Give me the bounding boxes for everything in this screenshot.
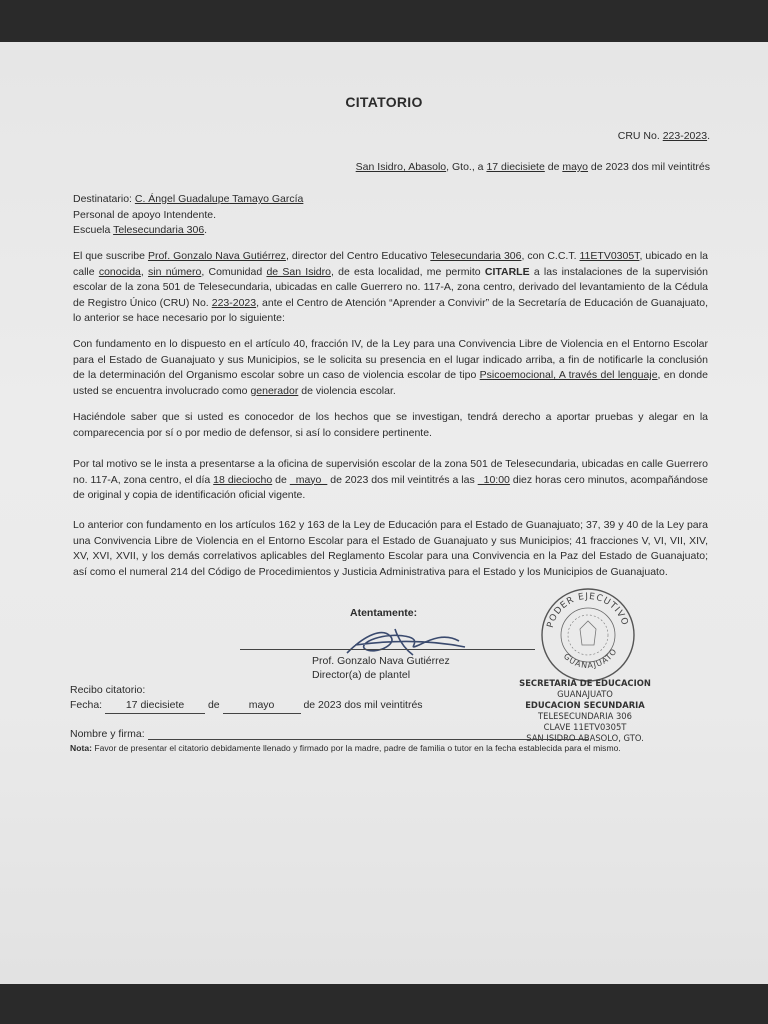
receipt-label: Recibo citatorio: xyxy=(70,684,146,696)
p4-text: de 2023 dos mil veintitrés a las xyxy=(327,473,478,486)
recipient-school-label: Escuela xyxy=(73,224,114,236)
recipient-line xyxy=(73,192,303,208)
p4-text: Por tal motivo se le insta a presentarse a la oficina de supervisión escolar de la zona 501 de Telesecundaria, ubicadas en calle Guerrero no. 117-A, zona centro, el día xyxy=(73,458,708,486)
p4-time: 10:00 xyxy=(477,473,510,486)
p1-text: , de esta localidad, me permito xyxy=(330,265,485,278)
p2-text: Con fundamento en lo dispuesto en el artículo 40, fracción IV, de la Ley para una Convivencia Libre de Violencia en el Entorno Escolar para el Estado de Guanajuato y sus Municipios, se le solicita su presencia en el lugar indicado arriba, a fin de notificarle la conclusión de la determinación del Organismo escolar sobre un caso de violencia escolar de tipo xyxy=(73,338,708,381)
place-location: San Isidro, Abasolo xyxy=(355,161,447,173)
signer-block xyxy=(312,654,450,682)
p1-text: a las instalaciones de la supervisión escolar de la zona 501 de Telesecundaria, ubicadas en calle Guerrero no. 117-A, zona centro, derivado del levantamiento de la Cédula de Registro Único (CRU) No. xyxy=(73,265,708,309)
stamp-line-2: GUANAJUATO xyxy=(557,689,613,699)
name-signature-field xyxy=(70,728,630,740)
p2-violence-type: Psicoemocional, A través del lenguaje xyxy=(479,369,658,381)
stamp-line-4: TELESECUNDARIA 306 xyxy=(538,711,632,721)
p1-cru: 223-2023 xyxy=(211,296,257,309)
p1-text: , con C.C.T. xyxy=(521,250,580,262)
p1-text: , Comunidad xyxy=(201,265,267,278)
p1-text: , xyxy=(140,265,149,278)
place-mid1: , Gto., a xyxy=(446,161,487,173)
place-mid2: de xyxy=(544,161,563,173)
p2-text: , en donde usted se encuentra involucrado como xyxy=(73,369,708,397)
signature-block xyxy=(240,607,535,687)
receipt-date-line xyxy=(70,698,423,714)
name-signature-line[interactable] xyxy=(148,739,588,740)
p1-text: El que suscribe xyxy=(73,250,148,262)
p1-street: conocida xyxy=(98,265,141,278)
signature-line xyxy=(240,649,535,650)
document-title: CITATORIO xyxy=(345,94,423,110)
receipt-date-end: de 2023 dos mil veintitrés xyxy=(300,699,423,711)
seal-ring-top: PODER EJECUTIVO xyxy=(545,591,630,630)
receipt-date-de: de xyxy=(205,699,223,711)
svg-text:GUANAJUATO xyxy=(562,647,619,670)
receipt-date-label: Fecha: xyxy=(70,699,106,711)
p1-community: de San Isidro xyxy=(266,265,331,278)
recipient-role: Personal de apoyo Intendente. xyxy=(73,208,217,221)
recipient-name: C. Ángel Guadalupe Tamayo García xyxy=(134,193,304,205)
note-label: Nota: xyxy=(70,743,92,753)
receipt-date-day[interactable]: 17 diecisiete xyxy=(105,698,205,714)
p1-text: , ubicado en la calle xyxy=(73,250,708,278)
place-day: 17 diecisiete xyxy=(486,161,545,173)
signer-role: Director(a) de plantel xyxy=(312,669,411,681)
stamp-line-6: SAN ISIDRO ABASOLO, GTO. xyxy=(526,733,644,743)
p1-text: , director del Centro Educativo xyxy=(285,250,431,262)
paragraph-grounds xyxy=(73,337,708,399)
atentamente-label: Atentamente: xyxy=(350,607,418,619)
p4-text: diez horas cero minutos, acompañándose de original y copia de identificación oficial vigente. xyxy=(73,473,708,501)
p1-text: , ante el Centro de Atención “Aprender a Convivir” de la Secretaría de Educación de Guanajuato, lo anterior se hace necesario por lo siguiente: xyxy=(73,296,709,324)
paragraph-legal-basis: Lo anterior con fundamento en los artículos 162 y 163 de la Ley de Educación para el Estado de Guanajuato; 37, 39 y 40 de la Ley para una Convivencia Libre de Violencia en el Entorno Escolar para el Estado de Guanajuato y sus Municipios; 41 fracciones V, VI, VII, XIV, XV, XVI, XVII, y los demás correlativos aplicables del Reglamento Escolar para una Convivencia en la Paz del Estado de Guanajuato; así como el numeral 214 del Código de Procedimientos y Justicia Administrativa para el Estado y los Municipios de Guanajuato. xyxy=(73,519,708,578)
paragraph-appointment xyxy=(73,457,708,504)
p1-cct: 11ETV0305T xyxy=(579,250,640,262)
cru-suffix: . xyxy=(707,130,710,142)
stamp-line-5: CLAVE 11ETV0305T xyxy=(543,722,627,732)
recipient-school: Telesecundaria 306 xyxy=(113,224,205,236)
svg-text:PODER EJECUTIVO xyxy=(546,592,630,629)
place-month: mayo xyxy=(562,161,589,173)
receipt-block xyxy=(70,683,423,714)
p4-month: mayo xyxy=(289,473,328,486)
p4-text: de xyxy=(272,473,290,486)
document-page xyxy=(0,42,768,984)
official-seal-stamp xyxy=(538,585,638,685)
p2-text: de violencia escolar. xyxy=(298,384,396,397)
paragraph-intro xyxy=(73,249,708,327)
receipt-date-month[interactable]: mayo xyxy=(223,698,301,714)
recipient-label: Destinatario: xyxy=(73,193,135,205)
paragraph-rights: Haciéndole saber que si usted es conocedor de los hechos que se investigan, tendrá derecho a aportar pruebas y alegar en la comparecencia por sí o por medio de defensor, si así lo considere pertinente. xyxy=(73,411,708,439)
stamp-line-3: EDUCACION SECUNDARIA xyxy=(525,700,645,710)
cru-prefix: CRU No. xyxy=(617,130,663,142)
recipient-school-end: . xyxy=(204,224,208,236)
seal-ring-bottom: GUANAJUATO xyxy=(561,646,619,671)
p1-director-name: Prof. Gonzalo Nava Gutiérrez xyxy=(147,250,286,262)
recipient-school-line xyxy=(73,223,303,239)
name-signature-label: Nombre y firma: xyxy=(70,728,145,740)
place-date-line xyxy=(356,161,710,173)
place-end: de 2023 dos mil veintitrés xyxy=(588,161,710,173)
cru-number: 223-2023 xyxy=(662,130,708,142)
note-text: Favor de presentar el citatorio debidamente llenado y firmado por la madre, padre de familia o tutor en la fecha establecida para el mismo. xyxy=(91,743,621,753)
signer-name: Prof. Gonzalo Nava Gutiérrez xyxy=(312,655,450,667)
p2-role: generador xyxy=(250,384,299,397)
p4-day: 18 dieciocho xyxy=(213,473,273,486)
stamp-line-1: SECRETARIA DE EDUCACION xyxy=(519,678,651,688)
p1-school: Telesecundaria 306 xyxy=(430,250,522,262)
recipient-block xyxy=(73,192,303,239)
p1-number: sin número xyxy=(148,265,202,278)
note-block xyxy=(70,742,685,755)
p1-citarle: CITARLE xyxy=(484,265,530,278)
cru-line xyxy=(618,130,710,142)
